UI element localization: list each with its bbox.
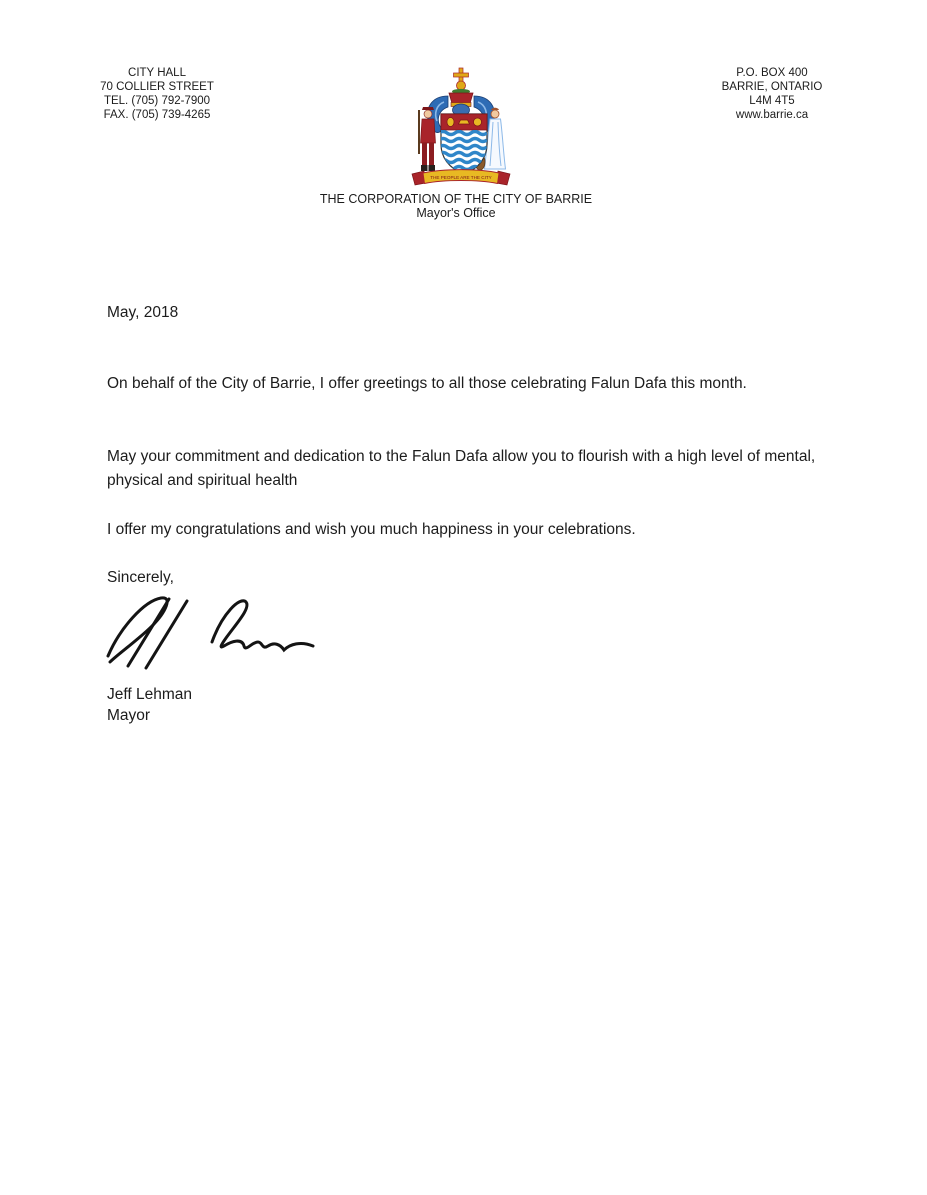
address-line: TEL. (705) 792-7900 [103,95,211,107]
crest-cross-icon [454,68,469,90]
organization-name: THE CORPORATION OF THE CITY OF BARRIE [319,192,593,206]
letter-closing: Sincerely, [107,569,174,586]
letter-paragraph: May your commitment and dedication to the Falun Dafa allow you to flourish with a high level of mental, physical and spiritual health [107,448,816,489]
letter-paragraph: On behalf of the City of Barrie, I offer greetings to all those celebrating Falun Dafa this month. [107,375,747,392]
website-text: www.barrie.ca [735,109,809,121]
address-line: P.O. BOX 400 [736,67,808,79]
motto-ribbon [412,170,510,185]
office-name: Mayor's Office [416,206,496,220]
letter-paragraph: I offer my congratulations and wish you much happiness in your celebrations. [107,521,636,538]
letterhead-left-address [57,66,257,122]
address-line: FAX. (705) 739-4265 [103,109,211,121]
handwritten-signature [100,592,320,677]
address-line: CITY HALL [128,67,186,79]
letterhead-right-address [672,66,872,122]
address-line: L4M 4T5 [749,95,795,107]
signer-title: Mayor [107,707,151,724]
address-line: 70 COLLIER STREET [100,81,214,93]
motto-text: THE PEOPLE ARE THE CITY [430,175,492,180]
city-of-barrie-coat-of-arms-icon [408,66,514,188]
signer-name: Jeff Lehman [107,686,193,703]
coat-of-arms-graphic [408,66,514,188]
letter-date: May, 2018 [107,304,179,321]
signature-graphic [100,592,320,677]
address-line: BARRIE, ONTARIO [721,81,823,93]
